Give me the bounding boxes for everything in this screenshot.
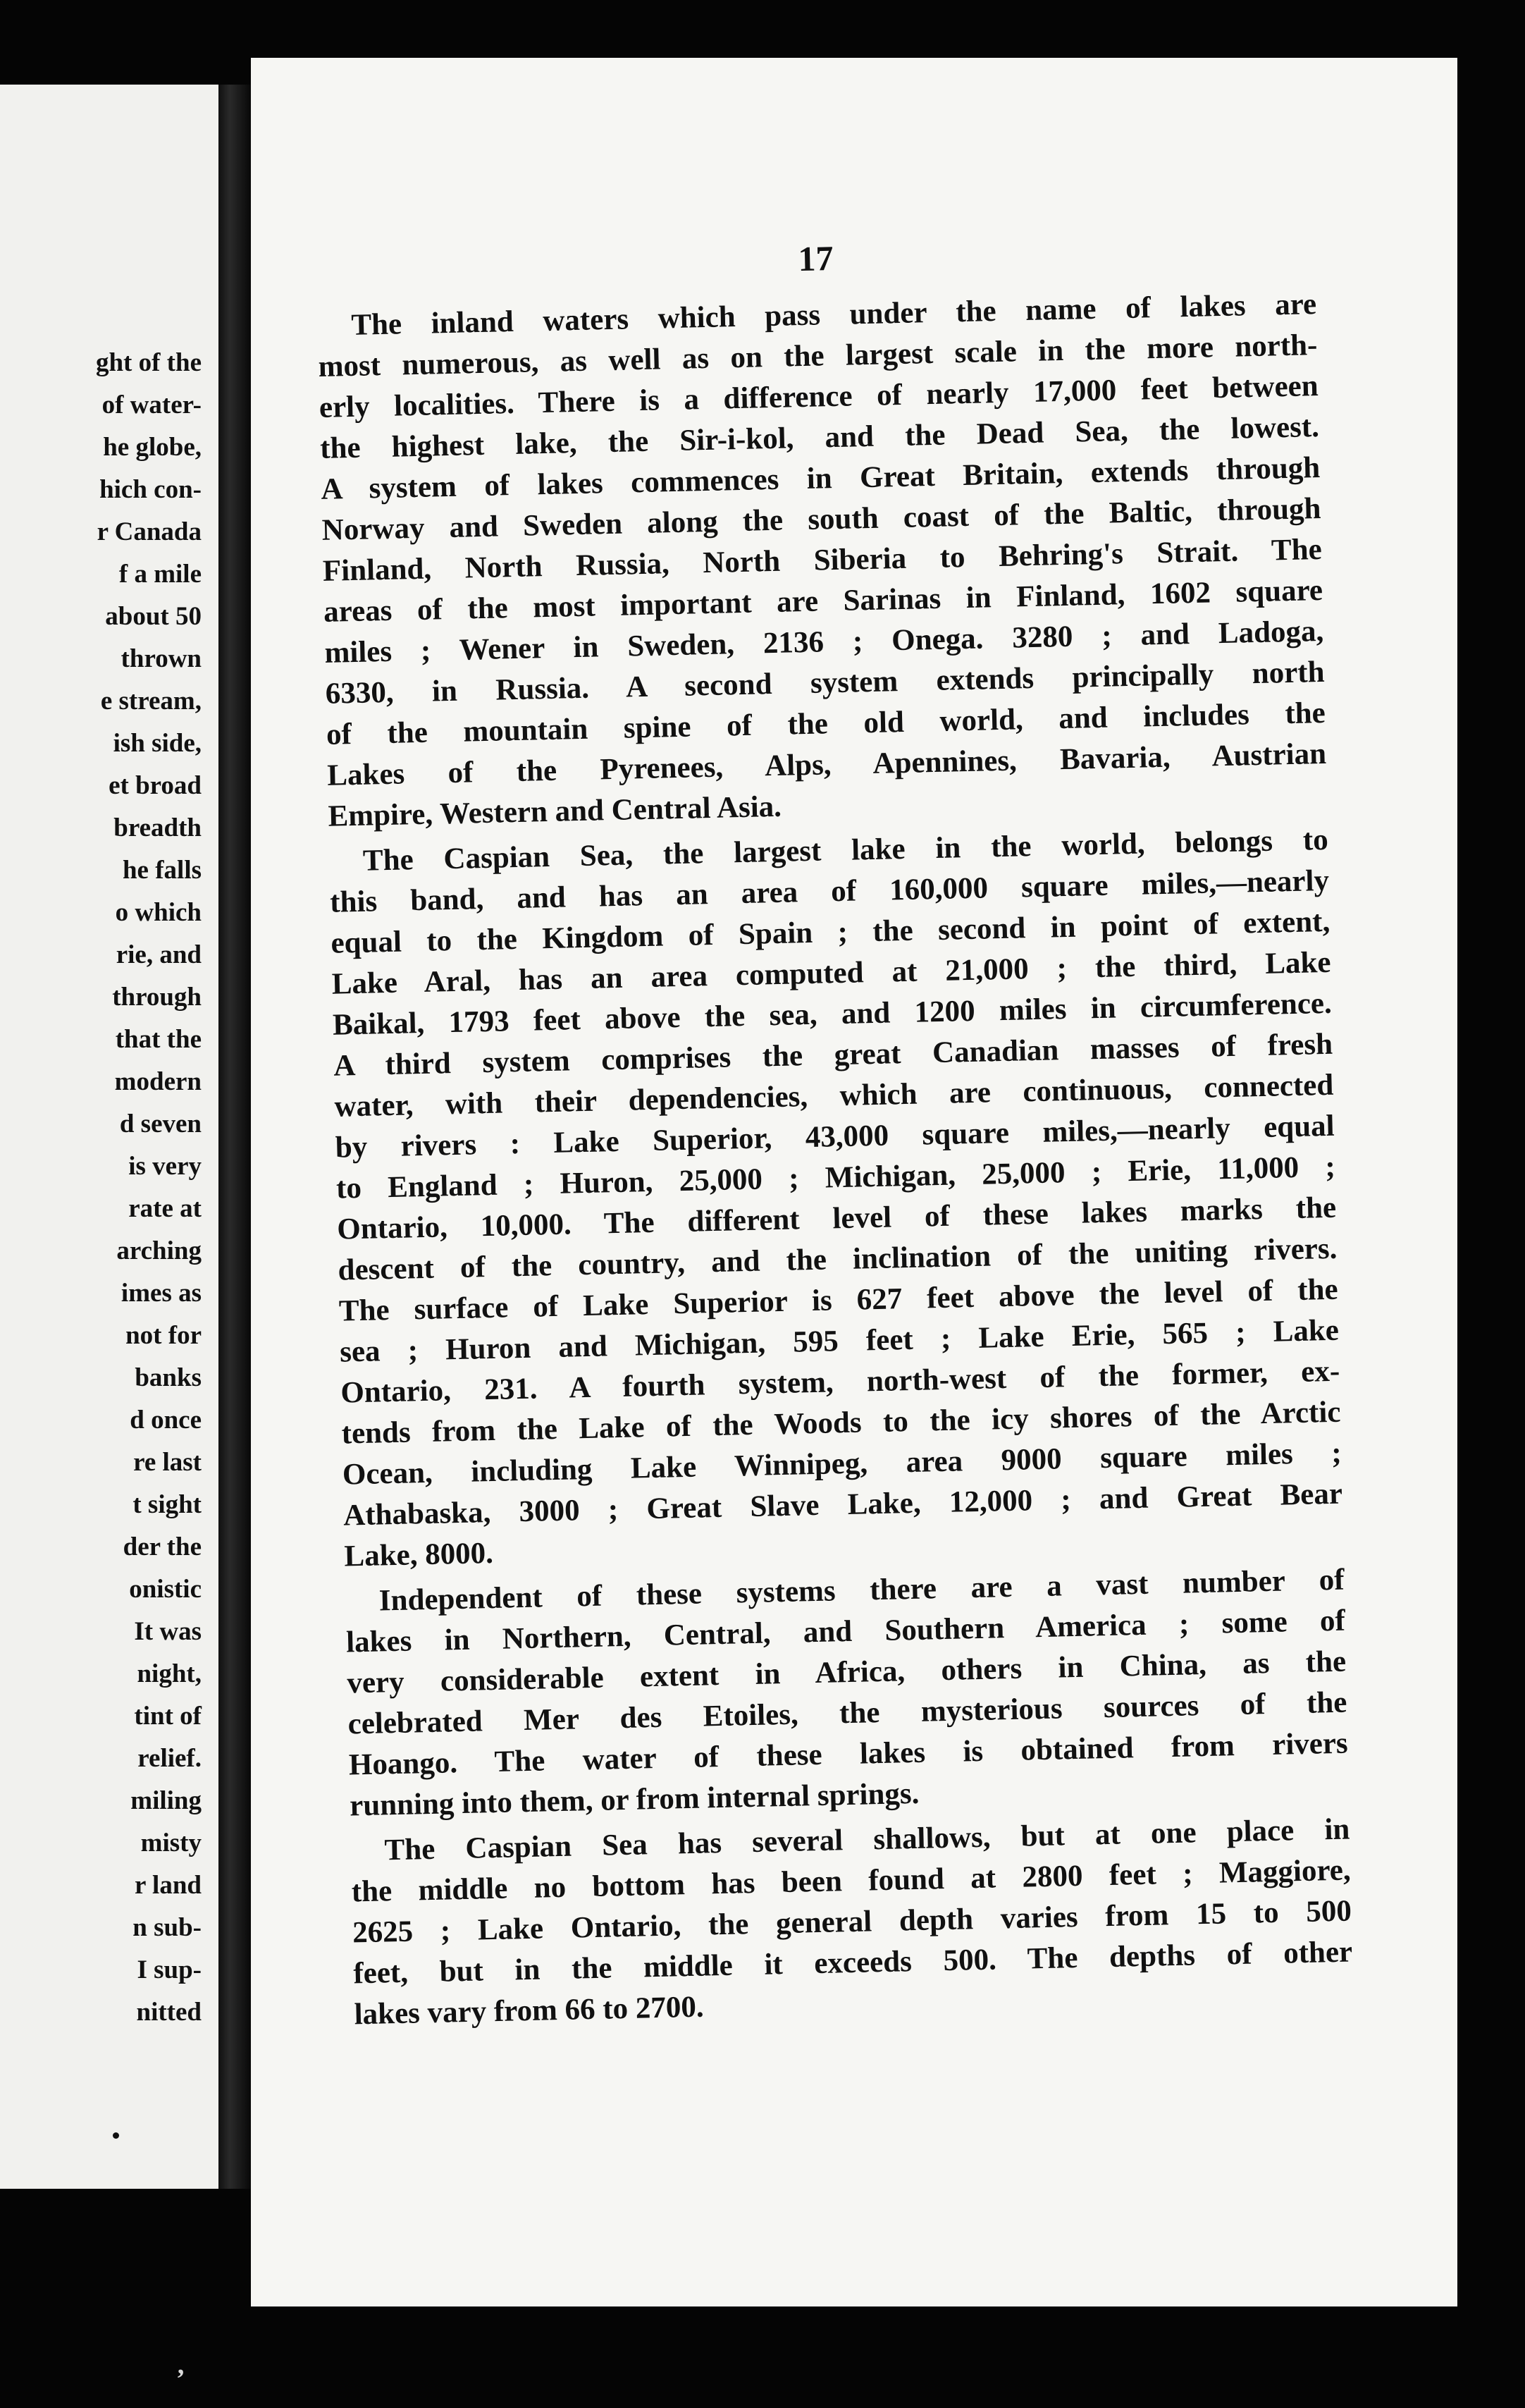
paragraph-caspian-canadian-systems xyxy=(328,820,1343,1578)
text-line: Finland, North Russia, North Siberia to Behring's Strait. The xyxy=(322,532,1323,588)
text-line: Ontario, 10,000. The different level of these lakes marks the xyxy=(336,1191,1337,1246)
text-line: by rivers : Lake Superior, 43,000 square miles,—nearly equal xyxy=(335,1109,1335,1165)
text-line: 2625 ; Lake Ontario, the general depth varies from 15 to 500 xyxy=(352,1894,1352,1950)
paragraph-lake-depths xyxy=(350,1810,1354,2036)
text-line: the highest lake, the Sir-i-kol, and the Dead Sea, the lowest. xyxy=(319,410,1320,465)
left-page-line: r land xyxy=(135,1871,202,1900)
text-line: running into them, or from internal springs. xyxy=(349,1776,920,1823)
text-line: Lakes of the Pyrenees, Alps, Apennines, Bavaria, Austrian xyxy=(326,737,1327,792)
left-page-line: arching xyxy=(116,1236,202,1265)
text-line: sea ; Huron and Michigan, 595 feet ; Lake Erie, 565 ; Lake xyxy=(339,1313,1340,1369)
text-line: Lake Aral, has an area computed at 21,000 ; the third, Lake xyxy=(331,945,1331,1001)
left-page-line: rie, and xyxy=(116,940,202,969)
text-line: Independent of these systems there are a vast number of xyxy=(378,1563,1345,1618)
left-page-line: banks xyxy=(135,1363,202,1392)
text-line: 6330, in Russia. A second system extends principally north xyxy=(325,655,1325,711)
left-page-line: breadth xyxy=(113,813,202,842)
left-page-line: hich con- xyxy=(99,475,202,504)
text-line: Ocean, including Lake Winnipeg, area 9000 square miles ; xyxy=(342,1436,1342,1492)
text-line: celebrated Mer des Etoiles, the mysterious sources of the xyxy=(347,1685,1347,1741)
left-page-line: is very xyxy=(128,1152,202,1181)
page-number: 17 xyxy=(797,238,834,279)
margin-dot xyxy=(113,2132,119,2139)
text-line: A third system comprises the great Canadian masses of fresh xyxy=(333,1027,1333,1083)
left-page-line: e stream, xyxy=(100,687,202,715)
left-page-line: through xyxy=(112,983,202,1012)
left-page-line: onistic xyxy=(129,1575,202,1604)
text-line: water, with their dependencies, which are continuous, connected xyxy=(334,1068,1334,1124)
paragraph-lakes-overview xyxy=(317,284,1328,837)
left-page-line: miling xyxy=(130,1786,202,1815)
text-line: areas of the most important are Sarinas in Finland, 1602 square xyxy=(323,573,1323,629)
text-line: miles ; Wener in Sweden, 2136 ; Onega. 3280 ; and Ladoga, xyxy=(324,614,1324,670)
page-text-block xyxy=(316,226,1354,2035)
left-page-cropped-lines xyxy=(96,342,202,2034)
left-page-line: re last xyxy=(133,1448,202,1477)
left-page-line: about 50 xyxy=(105,602,202,631)
left-page-line: relief. xyxy=(137,1744,202,1773)
left-page-line: f a mile xyxy=(118,560,202,589)
text-line: Ontario, 231. A fourth system, north-west of the former, ex- xyxy=(340,1354,1340,1410)
left-page-line: n sub- xyxy=(132,1913,202,1942)
text-line: The inland waters which pass under the name of lakes are xyxy=(350,288,1317,342)
left-page-line: ish side, xyxy=(113,729,202,758)
left-page-line: et broad xyxy=(109,771,202,800)
left-page-line: thrown xyxy=(121,644,202,673)
text-line: lakes vary from 66 to 2700. xyxy=(354,1990,705,2032)
left-page-line: It was xyxy=(134,1617,202,1646)
left-page-line: modern xyxy=(114,1067,202,1096)
text-line: erly localities. There is a difference of nearly 17,000 feet between xyxy=(319,369,1319,424)
left-page-line: he falls xyxy=(122,856,202,885)
left-page-line: tint of xyxy=(134,1702,202,1731)
left-page-line: that the xyxy=(115,1025,202,1054)
text-line: Hoango. The water of these lakes is obtained from rivers xyxy=(348,1726,1349,1782)
text-line: of the mountain spine of the old world, and includes the xyxy=(326,696,1326,751)
left-page-line: not for xyxy=(125,1321,202,1350)
left-page-line: imes as xyxy=(121,1279,202,1308)
left-page-line: der the xyxy=(123,1532,202,1561)
text-line: lakes in Northern, Central, and Southern America ; some of xyxy=(345,1604,1346,1659)
left-page-line: r Canada xyxy=(97,517,202,546)
paragraph-other-lakes xyxy=(345,1560,1349,1827)
text-line: this band, and has an area of 160,000 square miles,—nearly xyxy=(329,864,1330,919)
left-page-line: night, xyxy=(137,1659,202,1688)
left-page-line: ght of the xyxy=(95,348,202,377)
left-page-line: he globe, xyxy=(103,433,202,462)
text-line: Baikal, 1793 feet above the sea, and 1200 miles in circumference. xyxy=(332,986,1333,1042)
left-page-fragment xyxy=(0,85,218,2189)
text-line: to England ; Huron, 25,000 ; Michigan, 25,000 ; Erie, 11,000 ; xyxy=(335,1150,1336,1205)
left-page-line: nitted xyxy=(136,1998,202,2027)
left-page-line: o which xyxy=(115,898,202,927)
left-page-line: d seven xyxy=(119,1110,202,1138)
text-line: Norway and Sweden along the south coast of the Baltic, through xyxy=(321,491,1321,547)
left-page-line: t sight xyxy=(132,1490,202,1519)
text-line: Empire, Western and Central Asia. xyxy=(328,790,782,833)
left-page-line: d once xyxy=(130,1406,202,1435)
left-page-line: of water- xyxy=(101,391,202,419)
text-line: most numerous, as well as on the largest scale in the more north- xyxy=(318,328,1318,383)
text-line: The Caspian Sea, the largest lake in the world, belongs to xyxy=(362,823,1329,878)
scan-mark: ʼ xyxy=(176,2364,185,2394)
text-line: equal to the Kingdom of Spain ; the second in point of extent, xyxy=(331,904,1330,960)
text-line: The Caspian Sea has several shallows, but at one place in xyxy=(384,1812,1350,1867)
text-line: The surface of Lake Superior is 627 feet above the level of the xyxy=(338,1272,1339,1328)
left-page-line: I sup- xyxy=(137,1955,202,1984)
text-line: very considerable extent in Africa, others in China, as the xyxy=(346,1645,1347,1700)
left-page-line: misty xyxy=(140,1829,202,1857)
text-line: the middle no bottom has been found at 2800 feet ; Maggiore, xyxy=(351,1853,1352,1909)
right-page xyxy=(251,58,1457,2306)
text-line: Athabaska, 3000 ; Great Slave Lake, 12,000 ; and Great Bear xyxy=(342,1477,1343,1532)
text-line: descent of the country, and the inclination of the uniting rivers. xyxy=(338,1231,1338,1287)
text-line: tends from the Lake of the Woods to the icy shores of the Arctic xyxy=(341,1395,1341,1451)
left-page-line: rate at xyxy=(128,1194,202,1223)
text-line: A system of lakes commences in Great Britain, extends through xyxy=(320,450,1321,506)
book-gutter-shadow xyxy=(218,85,251,2189)
text-line: Lake, 8000. xyxy=(343,1536,494,1573)
text-line: feet, but in the middle it exceeds 500. The depths of other xyxy=(352,1935,1353,1991)
